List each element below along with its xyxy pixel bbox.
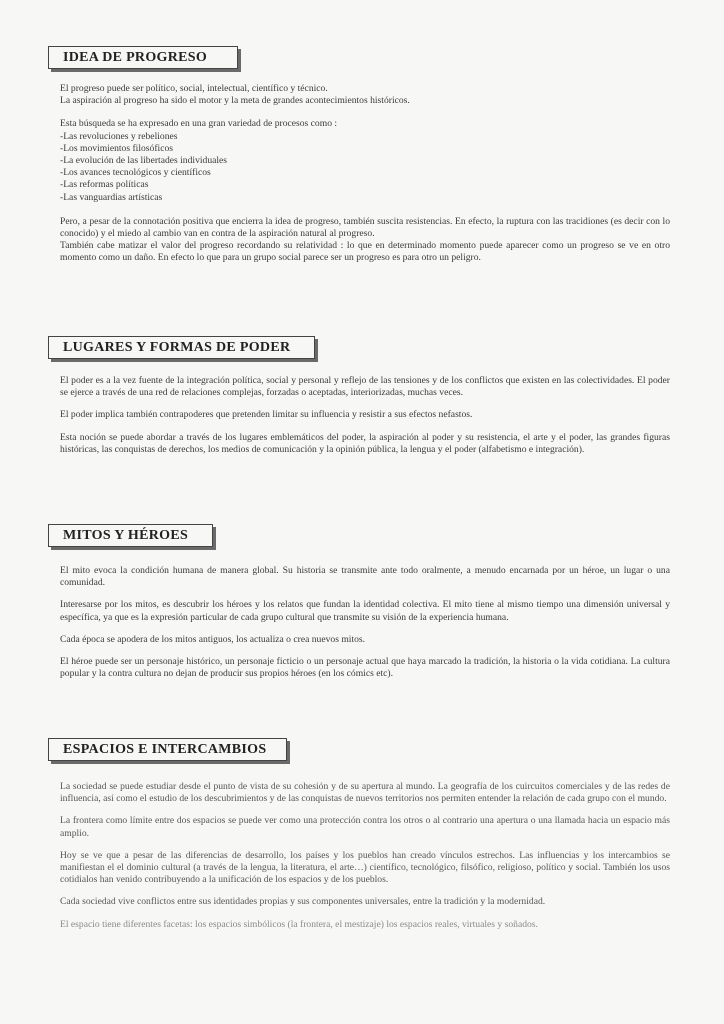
section-mitos-y-heroes — [60, 524, 670, 690]
paragraph: La sociedad se puede estudiar desde el punto de vista de su cohesión y de su apertura al mundo. La geografía de los cuircuitos comerciales y de las redes de influencia, así como el estudio de los descubrimientos y de las conquistas de nuevos territorios nos permiten entender la relación de cada grupo con el mundo. — [60, 781, 670, 805]
section-heading: MITOS Y HÉROES — [48, 524, 213, 547]
paragraph: Interesarse por los mitos, es descubrir los héroes y los relatos que fundan la identidad colectiva. El mito tiene al mismo tiempo una dimensión universal y específica, ya que es la expresión particular de cada grupo cultural que transmite su visión de la experiencia humana. — [60, 599, 670, 623]
list-intro: Esta búsqueda se ha expresado en una gran variedad de procesos como : — [60, 118, 338, 130]
paragraph: El héroe puede ser un personaje histórico, un personaje ficticio o un personaje actual que haya marcado la tradición, la historia o la vida cotidiana. La cultura popular y la contra cultura no dejan de producir sus propios héroes (en los cómics etc). — [60, 656, 670, 680]
paragraph: El poder es a la vez fuente de la integración política, social y personal y reflejo de las tensiones y de los conflictos que existen en las colectividades. El poder se ejerce a través de una red de relaciones complejas, forzadas o aceptadas, interiorizadas, muchas veces. — [60, 375, 670, 399]
section-lugares-y-formas-de-poder — [60, 336, 670, 466]
section-heading: ESPACIOS E INTERCAMBIOS — [48, 738, 287, 761]
paragraph: La frontera como límite entre dos espacios se puede ver como una protección contra los otros o al contrario una apertura o una llamada hacia un espacio más amplio. — [60, 815, 670, 839]
list-item: -Los movimientos filosóficos — [60, 142, 173, 154]
intro-paragraph — [60, 83, 670, 107]
text-line: La aspiración al progreso ha sido el motor y la meta de grandes acontecimientos históricos. — [60, 95, 410, 107]
text-line: El progreso puede ser político, social, intelectual, científico y técnico. — [60, 83, 328, 94]
section-heading: IDEA DE PROGRESO — [48, 46, 238, 69]
closing-paragraph — [60, 216, 670, 265]
section-espacios-e-intercambios — [60, 738, 670, 941]
paragraph: El poder implica también contrapoderes que pretenden limitar su influencia y resistir a sus efectos nefastos. — [60, 409, 473, 421]
text-line: Pero, a pesar de la connotación positiva que encierra la idea de progreso, también suscita resistencias. En efecto, la ruptura con las tracidiones (es decir con lo conocido) y el miedo al cambio van en contra de la aspiración natural al progreso. — [60, 215, 670, 240]
section-heading: LUGARES Y FORMAS DE PODER — [48, 336, 315, 359]
list-item: -Las reformas políticas — [60, 179, 149, 191]
paragraph: Cada época se apodera de los mitos antiguos, los actualiza o crea nuevos mitos. — [60, 633, 366, 645]
paragraph: Esta noción se puede abordar a través de los lugares emblemáticos del poder, la aspiración al poder y su resistencia, el arte y el poder, las grandes figuras históricas, las conquistas de derechos, los medios de comunicación y la opinión pública, la lengua y el poder (alfabetismo e integración). — [60, 431, 670, 455]
paragraph: Cada sociedad vive conflictos entre sus identidades propias y sus componentes universales, entre la tradición y la modernidad. — [60, 896, 546, 908]
paragraph: Hoy se ve que a pesar de las diferencias de desarrollo, los países y los pueblos han creado vínculos estrechos. Las influencias y los intercambios se manifiestan el el dominio cultural (a través de la lengua, la literatura, el arte…) científico, tecnológico, filsófico, religioso, político y social. También los usos cotidialos han venido contribuyendo a la unificación de los espacios y de los pueblos. — [60, 849, 670, 886]
paragraph: El espacio tiene diferentes facetas: los espacios simbólicos (la frontera, el mestizaje) los espacios reales, virtuales y soñados. — [60, 918, 538, 930]
list-item: -La evolución de las libertades individuales — [60, 155, 228, 167]
paragraph: El mito evoca la condición humana de manera global. Su historia se transmite ante todo oralmente, a menudo encarnada por un héroe, un lugar o una comunidad. — [60, 565, 670, 589]
process-list — [60, 118, 670, 203]
section-body — [60, 375, 670, 456]
list-item: -Las vanguardias artísticas — [60, 191, 163, 203]
section-idea-de-progreso — [60, 46, 670, 265]
list-item: -Los avances tecnológicos y científicos — [60, 167, 211, 179]
list-item: -Las revoluciones y rebeliones — [60, 130, 178, 142]
section-body — [60, 781, 670, 931]
text-line: También cabe matizar el valor del progreso recordando su relatividad : lo que en determinado momento puede aparecer como un progreso se ve en otro momento como un daño. En efecto lo que para un grupo social parece ser un progreso es para otro un peligro. — [60, 240, 670, 264]
section-body — [60, 83, 670, 265]
section-body — [60, 565, 670, 680]
